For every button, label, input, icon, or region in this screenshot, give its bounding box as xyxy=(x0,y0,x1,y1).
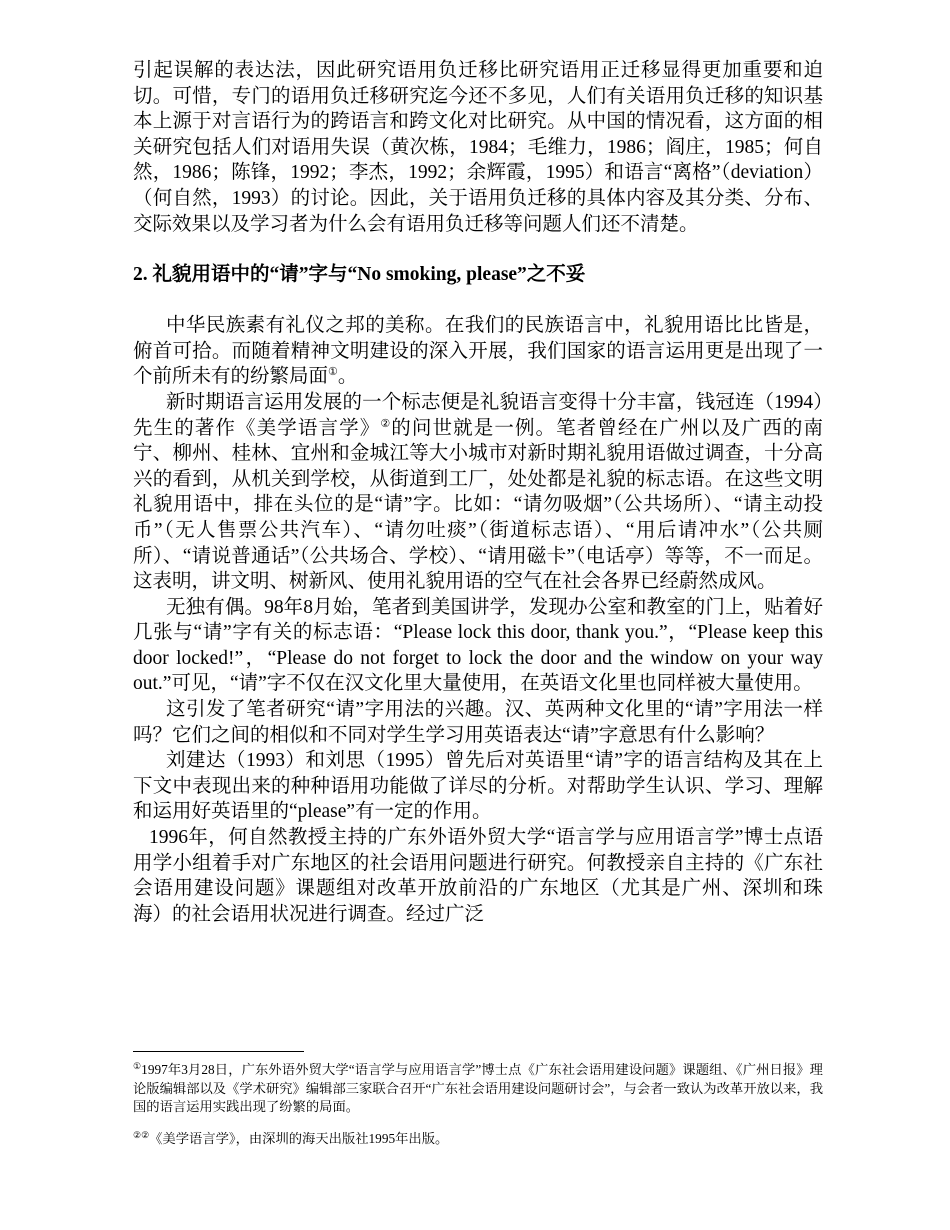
intro-paragraph: 引起误解的表达法，因此研究语用负迁移比研究语用正迁移显得更加重要和迫切。可惜，专门的语用负迁移研究迄今还不多见，人们有关语用负迁移的知识基本上源于对言语行为的跨语言和跨文化对比研究。从中国的情况看，这方面的相关研究包括人们对语用失误（黄次栋，1984；毛维力，1986；阎庄，1985；何自然，1986；陈锋，1992；李杰，1992；余辉霞，1995）和语言“离格”（deviation）（何自然，1993）的讨论。因此，关于语用负迁移的具体内容及其分类、分布、交际效果以及学习者为什么会有语用负迁移等问题人们还不清楚。 xyxy=(133,60,823,235)
paragraph-1 xyxy=(133,313,823,390)
paragraph-2 xyxy=(133,390,823,595)
document-page xyxy=(133,58,823,927)
paragraph-2-text-b: 的问世就是一例。笔者曾经在广州以及广西的南宁、柳州、桂林、宜州和金城江等大小城市对新时期礼貌用语做过调查，十分高兴的看到，从机关到学校，从街道到工厂，处处都是礼貌的标志语。在这些文明礼貌用语中，排在头位的是“请”字。比如：“请勿吸烟”（公共场所）、“请主动投币”（无人售票公共汽车）、“请勿吐痰”（街道标志语）、“用后请冲水”（公共厕所）、“请说普通话”（公共场合、学校）、“请用磁卡”（电话亭）等等，不一而足。这表明，讲文明、树新风、使用礼貌用语的空气在社会各界已经蔚然成风。 xyxy=(133,417,823,593)
paragraph-3: 无独有偶。98年8月始，笔者到美国讲学，发现办公室和教室的门上，贴着好几张与“请”字有关的标志语：“Please lock this door, thank you.”，“Please keep this door locked!”，“Please do not forget to lock the door and the window on your way out.”可见，“请”字不仅在汉文化里大量使用，在英语文化里也同样被大量使用。 xyxy=(133,596,823,695)
footnote-2-mark: ②② xyxy=(133,1129,150,1140)
footnote-1-text: 1997年3月28日，广东外语外贸大学“语言学与应用语言学”博士点《广东社会语用建设问题》课题组、《广州日报》理论版编辑部以及《学术研究》编辑部三家联合召开“广东社会语用建设问题研讨会”，与会者一致认为改革开放以来，我国的语言运用实践出现了纷繁的局面。 xyxy=(133,1062,823,1114)
footnote-ref-1[interactable]: ① xyxy=(328,366,338,379)
footnotes xyxy=(133,1061,823,1148)
footnote-ref-2[interactable]: ② xyxy=(380,417,392,430)
paragraph-4: 这引发了笔者研究“请”字用法的兴趣。汉、英两种文化里的“请”字用法一样吗？它们之间的相似和不同对学生学习用英语表达“请”字意思有什么影响？ xyxy=(133,699,823,746)
paragraph-1-end: 。 xyxy=(337,366,358,388)
footnote-separator xyxy=(133,1051,304,1052)
footnote-1-mark: ① xyxy=(133,1061,142,1071)
paragraph-1-text: 中华民族素有礼仪之邦的美称。在我们的民族语言中，礼貌用语比比皆是，俯首可拾。而随着精神文明建设的深入开展，我们国家的语言运用更是出现了一个前所未有的纷繁局面 xyxy=(133,315,823,388)
paragraph-6: 1996年，何自然教授主持的广东外语外贸大学“语言学与应用语言学”博士点语用学小组着手对广东地区的社会语用问题进行研究。何教授亲自主持的《广东社会语用建设问题》课题组对改革开放前沿的广东地区（尤其是广州、深圳和珠海）的社会语用状况进行调查。经过广泛 xyxy=(133,827,823,925)
paragraph-5: 刘建达（1993）和刘思（1995）曾先后对英语里“请”字的语言结构及其在上下文中表现出来的种种语用功能做了详尽的分析。对帮助学生认识、学习、理解和运用好英语里的“please”有一定的作用。 xyxy=(133,750,823,823)
section-heading: 2. 礼貌用语中的“请”字与“No smoking, please”之不妥 xyxy=(133,264,586,286)
footnote-2-text: 《美学语言学》，由深圳的海天出版社1995年出版。 xyxy=(149,1130,449,1146)
footnote-2 xyxy=(133,1130,823,1149)
footnote-1 xyxy=(133,1061,823,1117)
paragraph-2-text-a: 新时期语言运用发展的一个标志便是礼貌语言变得十分丰富，钱冠连（1994）先生的著作《美学语言学》 xyxy=(133,391,823,439)
